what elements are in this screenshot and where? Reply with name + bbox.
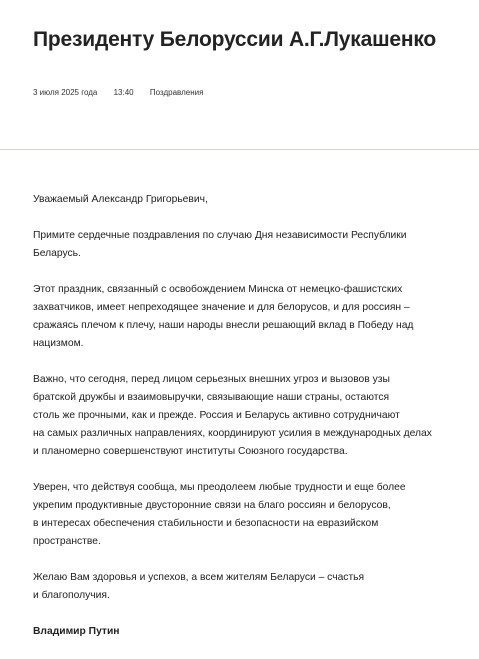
text-line: Беларусь. [33,248,81,259]
text-line: Важно, что сегодня, перед лицом серьезных внешних угроз и вызовов узы [33,374,390,385]
text-line: и благополучия. [33,590,110,601]
text-line: пространстве. [33,536,101,547]
text-line: нацизмом. [33,338,84,349]
letter-body [33,191,473,659]
signature [33,623,473,641]
publish-date: 3 июля 2025 года [33,88,98,97]
signature-name: Владимир Путин [33,626,120,637]
paragraph-4 [33,479,473,551]
article-header [0,0,479,150]
letter-greeting [33,191,473,209]
text-line: Уверен, что действуя сообща, мы преодолеем любые трудности и еще более [33,482,406,493]
text-line: и планомерно совершенствуют институты Союзного государства. [33,446,348,457]
publish-time: 13:40 [113,88,134,97]
page-title: Президенту Белоруссии А.Г.Лукашенко [33,28,436,51]
text-line: Примите сердечные поздравления по случаю Дня независимости Республики [33,230,407,241]
paragraph-3 [33,371,473,461]
text-line: на самых различных направлениях, координируют усилия в международных делах [33,428,432,439]
article-meta [33,88,203,97]
text-line: Уважаемый Александр Григорьевич, [33,194,208,205]
paragraph-5 [33,569,473,605]
text-line: укрепим продуктивные двусторонние связи на благо россиян и белорусов, [33,500,391,511]
text-line: сражаясь плечом к плечу, наши народы внесли решающий вклад в Победу над [33,320,414,331]
paragraph-1 [33,227,473,263]
paragraph-2 [33,281,473,353]
text-line: Желаю Вам здоровья и успехов, а всем жителям Беларуси – счастья [33,572,365,583]
text-line: Этот праздник, связанный с освобождением Минска от немецко-фашистских [33,284,403,295]
text-line: в интересах обеспечения стабильности и безопасности на евразийском [33,518,379,529]
text-line: столь же прочными, как и прежде. Россия и Беларусь активно сотрудничают [33,410,400,421]
text-line: братской дружбы и взаимовыручки, связывающие наши страны, остаются [33,392,390,403]
header-divider [0,149,479,150]
category-link[interactable]: Поздравления [149,88,204,97]
text-line: захватчиков, имеет непреходящее значение и для белорусов, и для россиян – [33,302,410,313]
